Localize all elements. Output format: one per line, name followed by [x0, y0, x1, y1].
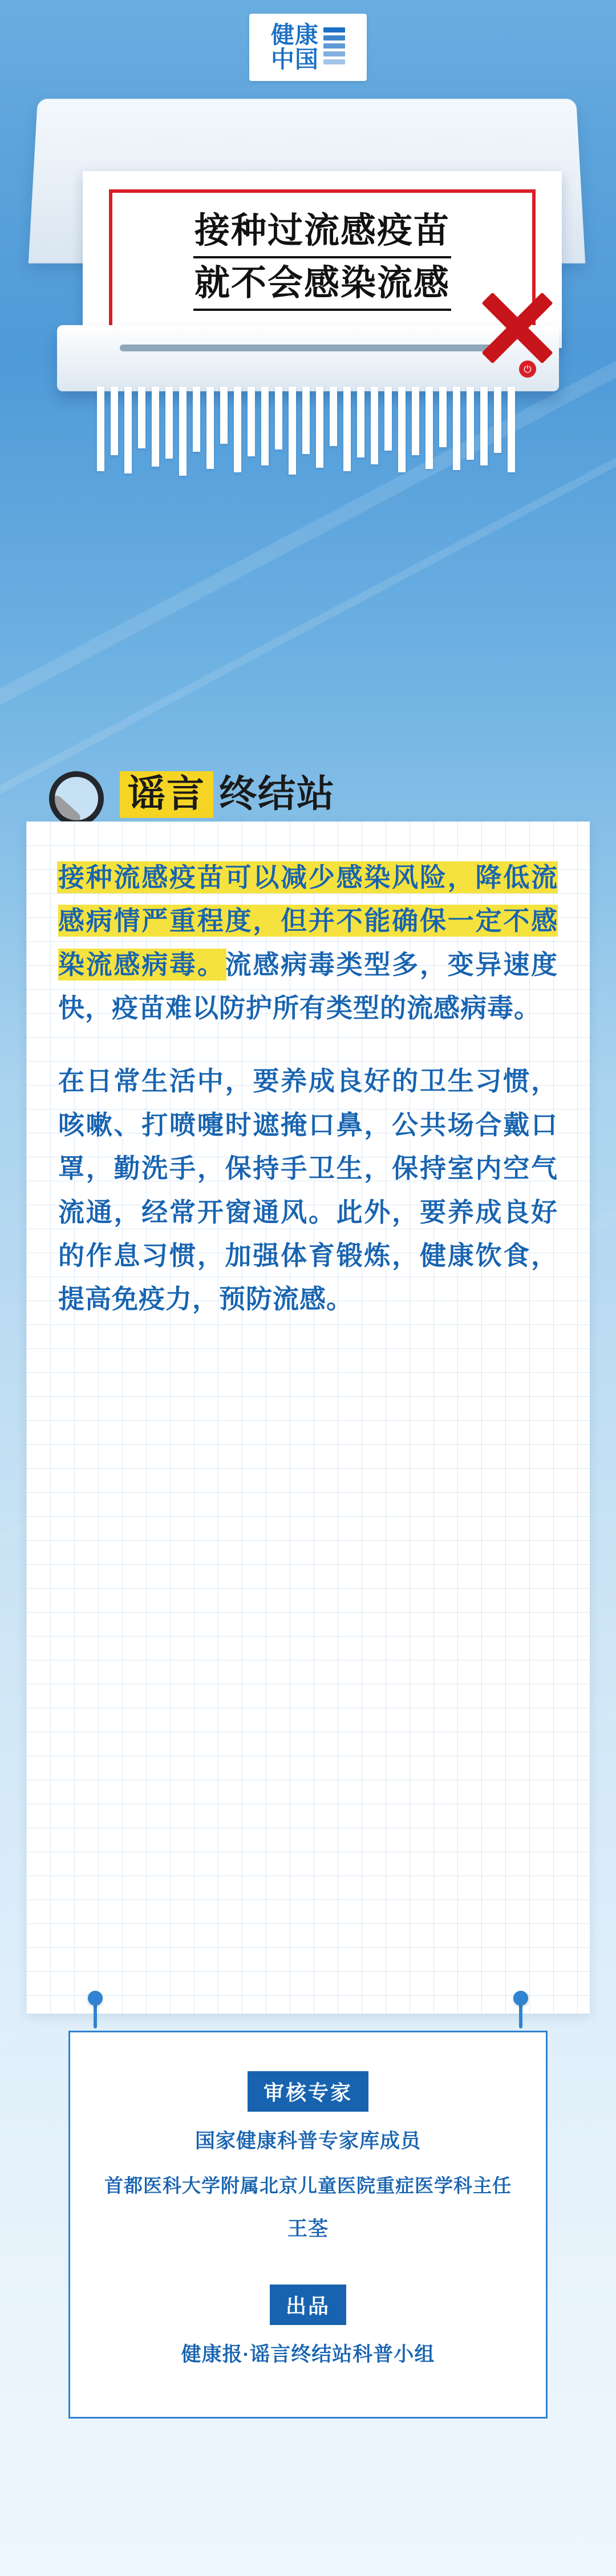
logo-text — [271, 23, 319, 72]
pin-connectors — [0, 1991, 616, 2036]
producer-line: 健康报·谣言终结站科普小组 — [181, 2343, 435, 2366]
rumor-line-2: 就不会感染流感 — [193, 262, 451, 311]
expert-line-1: 国家健康科普专家库成员 — [194, 2130, 421, 2152]
producer-tag: 出品 — [270, 2285, 346, 2325]
paragraph-1 — [58, 856, 558, 1030]
paragraph-1-rest: 流感病毒类型多，变异速度快，疫苗难以防护所有类型的流感病毒。 — [58, 949, 558, 1023]
power-icon[interactable]: ⏻ — [519, 361, 536, 378]
pin-head — [513, 1991, 528, 2006]
shredder-slot — [120, 345, 496, 351]
shredded-strips — [97, 387, 519, 478]
paper-shredder-icon — [23, 97, 593, 375]
logo-inner — [271, 23, 345, 72]
expert-line-2: 首都医科大学附属北京儿童医院重症医学科主任 — [104, 2174, 512, 2196]
banner-rest-word: 终结站 — [219, 772, 335, 815]
pin-head — [88, 1991, 103, 2006]
brand-logo — [249, 14, 367, 81]
banner-text — [120, 771, 335, 818]
rumor-statement-box — [109, 189, 536, 331]
red-x-icon — [475, 285, 560, 371]
rumor-line-1: 接种过流感疫苗 — [193, 209, 451, 258]
expert-line-3: 王荃 — [287, 2218, 329, 2240]
credits-card — [68, 2031, 548, 2419]
logo-line-1: 健康 — [271, 21, 319, 48]
paragraph-1-highlight: 接种流感疫苗可以减少感染风险，降低流感病情严重程度，但并不能确保一定不感染流感病毒。 — [58, 862, 558, 979]
expert-tag: 审核专家 — [248, 2071, 368, 2112]
banner-highlight-word: 谣言 — [120, 771, 213, 818]
paragraph-2: 在日常生活中，要养成良好的卫生习惯，咳嗽、打喷嚏时遮掩口鼻，公共场合戴口罩，勤洗手，保持手卫生，保持室内空气流通，经常开窗通风。此外，要养成良好的作息习惯，加强体育锻炼，健康饮食，提高免疫力，预防流感。 — [58, 1066, 558, 1314]
article-content-card — [26, 821, 590, 2014]
logo-line-2: 中国 — [271, 46, 319, 72]
wave-bars-icon — [323, 26, 345, 68]
